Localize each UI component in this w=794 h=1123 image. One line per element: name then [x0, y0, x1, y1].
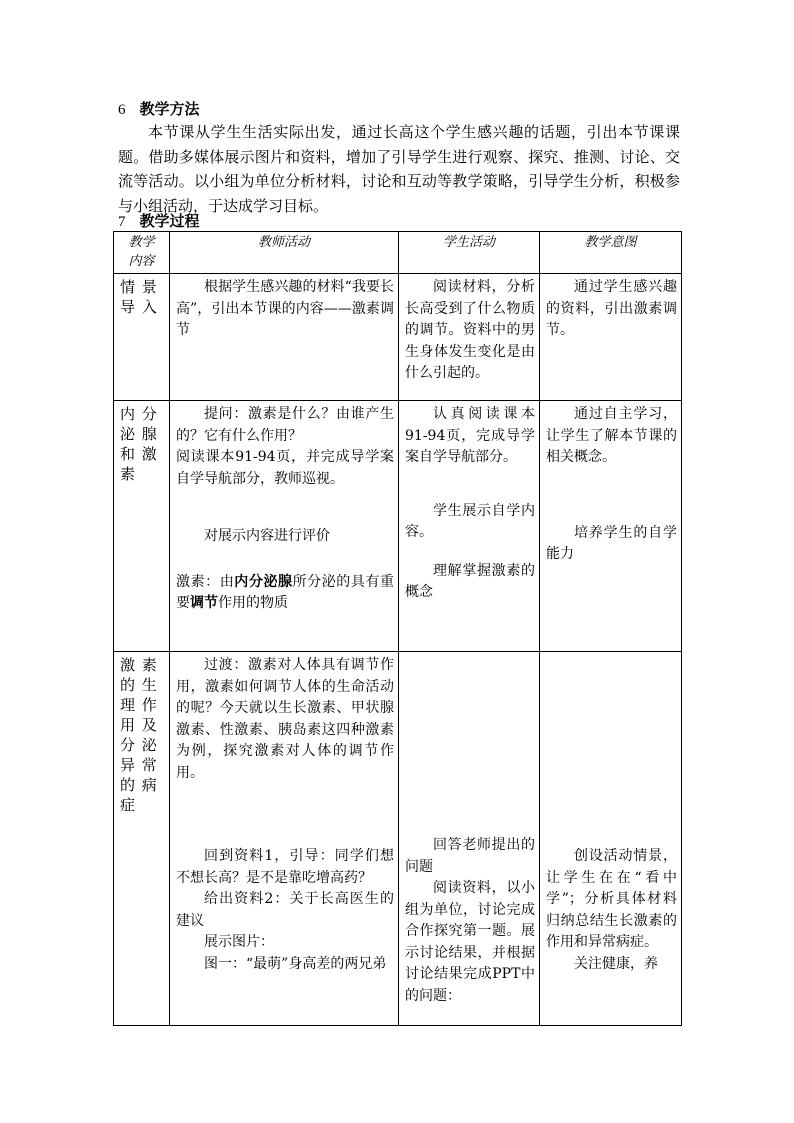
row2-student-cell [399, 401, 540, 652]
row2-student-read: 认真阅读课本91-94页，完成导学案自学导航部分。 [405, 406, 535, 465]
table-row [114, 274, 682, 401]
def-pre: 激素：由 [176, 573, 235, 590]
row2-teacher-reading: 阅读课本91-94页，并完成导学案自学导航部分，教师巡视。 [176, 449, 394, 487]
row2-content-cell [114, 401, 170, 652]
header-content-line1: 教学 [128, 235, 155, 250]
row2-content [114, 401, 169, 484]
row1-content-cell [114, 274, 170, 401]
row2-teacher-evaluate: 对展示内容进行评价 [204, 528, 330, 544]
header-intent: 教学意图 [540, 232, 682, 274]
def-mid: 所分泌的具有重要 [176, 573, 395, 611]
row3-content [114, 652, 169, 815]
table-row [114, 401, 682, 652]
section-7-title: 教学过程 [139, 212, 200, 230]
row1-student-cell [399, 274, 540, 401]
header-teacher: 教师活动 [170, 232, 399, 274]
row3-content-text: 激素的生理作用及分泌异常的病症 [120, 656, 164, 814]
def-bold-regulate: 调节 [190, 595, 218, 611]
row3-intent-cell [540, 652, 682, 1026]
row3-student-discuss: 阅读资料，以小组为单位，讨论完成合作探究第一题。展示讨论结果，并根据讨论结果完成PPT中的问题： [405, 880, 535, 1004]
row2-intent-2: 培养学生的自学能力 [546, 524, 677, 562]
def-post: 作用的物质 [218, 595, 288, 611]
row3-intent-2: 关注健康，养 [574, 955, 658, 972]
header-content [114, 232, 170, 274]
row3-student-cell [399, 652, 540, 1026]
section-6-heading [118, 98, 200, 119]
teaching-process-table [113, 231, 682, 1026]
row2-student-show: 学生展示自学内容。 [405, 502, 535, 540]
row2-content-text: 内分泌腺和激素 [120, 405, 164, 483]
row3-teacher-cell [170, 652, 399, 1026]
row2-intent-1: 通过自主学习，让学生了解本节课的相关概念。 [546, 406, 677, 465]
section-6-number: 6 [118, 102, 126, 118]
row3-teacher-block [170, 652, 398, 975]
row1-teacher: 根据学生感兴趣的材料“我要长高”，引出本节课的内容——激素调节 [176, 279, 394, 338]
section-6-title: 教学方法 [139, 100, 200, 118]
row1-intent: 通过学生感兴趣的资料，引出激素调节。 [546, 279, 677, 338]
row2-teacher-question: 提问：激素是什么？由谁产生的？它有什么作用？ [176, 406, 394, 444]
header-student: 学生活动 [399, 232, 540, 274]
intro-paragraph: 本节课从学生生活实际出发，通过长高这个学生感兴趣的话题，引出本节课课题。借助多媒体展示图片和资料，增加了引导学生进行观察、探究、推测、讨论、交流等活动。以小组为单位分析材料，讨论和互动等教学策略，引导学生分析，积极参与小组活动，于达成学习目标。 [118, 123, 680, 215]
row2-teacher-block [170, 401, 398, 615]
def-bold-gland: 内分泌腺 [234, 573, 293, 590]
row1-content-text: 情景导入 [120, 278, 164, 316]
row2-teacher-definition [176, 572, 394, 615]
row3-intent-block [540, 652, 681, 975]
row1-student: 阅读材料，分析长高受到了什么物质的调节。资料中的男生身体发生变化是由什么引起的。 [405, 279, 535, 381]
row3-content-cell [114, 652, 170, 1026]
row3-teacher-material1: 回到资料1，引导：同学们想不想长高？是不是靠吃增高药？ [176, 848, 394, 886]
section-7-number: 7 [118, 214, 126, 230]
row1-content [114, 274, 169, 317]
row1-teacher-cell [170, 274, 399, 401]
row2-student-block [399, 401, 539, 604]
section-7-heading [118, 210, 200, 231]
table-header-row [114, 232, 682, 274]
row3-teacher-figure1: 图一：“最萌”身高差的两兄弟 [204, 955, 387, 972]
row3-teacher-material2: 给出资料2：关于长高医生的建议 [176, 891, 394, 929]
row1-intent-cell [540, 274, 682, 401]
row2-intent-block [540, 401, 681, 566]
row3-teacher-pictures: 展示图片： [204, 934, 274, 950]
row3-student-answer: 回答老师提出的问题 [405, 837, 535, 875]
row3-teacher-transition: 过渡：激素对人体具有调节作用，激素如何调节人体的生命活动的呢？今天就以生长激素、甲状腺激素、性激素、胰岛素这四种激素为例，探究激素对人体的调节作用。 [176, 657, 394, 781]
header-content-line2: 内容 [128, 254, 155, 269]
row2-intent-cell [540, 401, 682, 652]
row2-teacher-cell [170, 401, 399, 652]
row2-student-understand: 理解掌握激素的概念 [405, 562, 535, 600]
table-row [114, 652, 682, 1026]
row3-intent-1: 创设活动情景，让学生在在“看中学”；分析具体材料归纳总结生长激素的作用和异常病症。 [546, 848, 677, 950]
row3-student-block [399, 652, 539, 1007]
